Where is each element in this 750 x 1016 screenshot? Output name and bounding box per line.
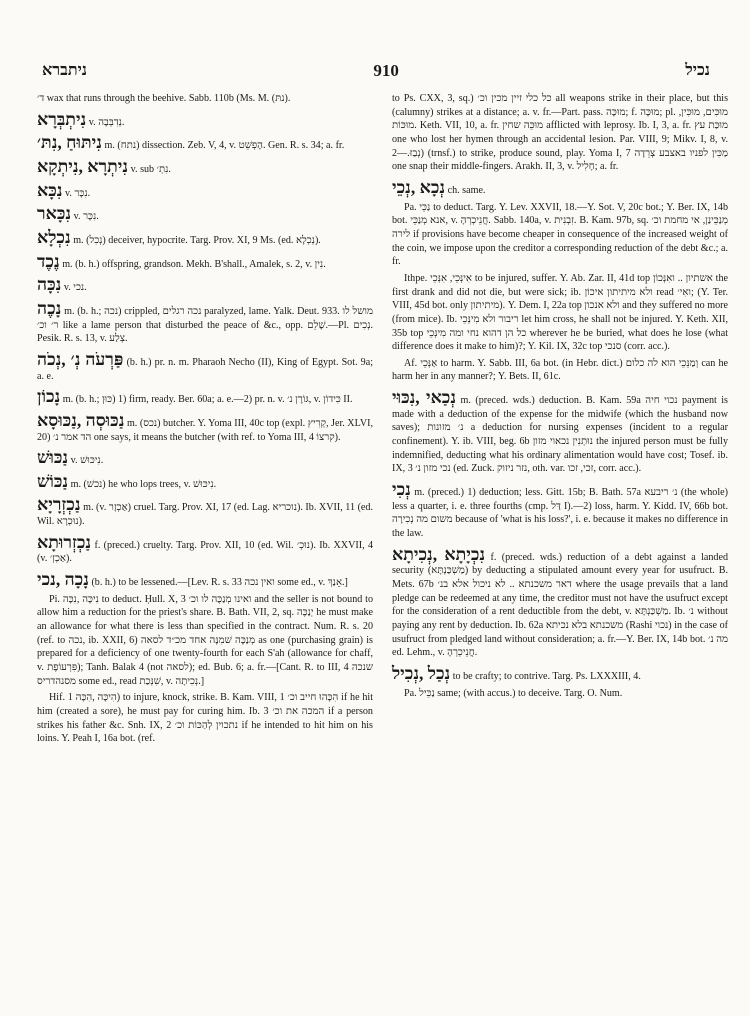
dictionary-entry	[37, 691, 373, 746]
dictionary-entry	[37, 180, 373, 201]
entry-definition: v. נכי.	[63, 282, 87, 294]
entry-text	[37, 132, 373, 153]
dictionary-entry	[37, 156, 373, 177]
entry-text	[37, 447, 373, 468]
entry-headword: נַכּוּסְה ,נַכּוּסָא	[37, 409, 125, 430]
entry-headword: נִיתְרָא ,נִיתְקָא	[37, 155, 129, 176]
entry-headword: נֶכֶד	[37, 250, 60, 271]
entry-definition: m. (b. h.; נכה) crippled, נכה רגלים paralyzed, lame. Yalk. Deut. 933. מושל לו ר׳ וכ׳ like a lame person that disturbed the peace of &c., opp. שָׁלֵם.—Pl. נְכִים. Pesik. R. s. 13, v. צְלַע.	[37, 305, 374, 345]
left-running-headword: ניתברא	[42, 62, 87, 79]
entry-text	[392, 201, 728, 269]
dictionary-entry	[392, 92, 728, 174]
dictionary-entry	[392, 357, 728, 384]
entry-definition: m. (b. h.) offspring, grandson. Mekh. B'shall., Amalek, s. 2, v. נִין.	[62, 258, 326, 270]
entry-definition: (b. h.) pr. n. m. Pharaoh Necho (II), King of Egypt. Sot. 9a; a. e.	[37, 356, 374, 382]
entry-headword: נְכַל ,נְכִיל	[392, 662, 451, 683]
dictionary-entry	[392, 663, 728, 684]
entry-definition: v. נִכָּר.	[73, 211, 99, 223]
dictionary-entry	[37, 203, 373, 224]
entry-headword: נִכָּאר	[37, 203, 72, 224]
dictionary-entry	[37, 447, 373, 468]
entry-text	[37, 494, 373, 528]
entry-headword: נִכְלָא	[37, 226, 71, 247]
entry-definition: (b. h.) to be lessened.—[Lev. R. s. 33 ואין נכה some ed., v. אָנַךְ.]	[91, 577, 348, 589]
entry-text	[37, 569, 373, 590]
dictionary-entry	[392, 479, 728, 541]
dictionary-entry	[37, 494, 373, 528]
entry-definition: Af. אַנְּכֵי to harm. Y. Sabb. III, 6a bot. (in Hebr. dict.) וְמַנֵּכֵי הוא לה כלום can he harm her in any manner?; Y. Bets. II, 61c.	[392, 357, 729, 383]
right-column	[392, 92, 728, 703]
entry-definition: v. sub נִתְ׳.	[130, 163, 171, 175]
dictionary-entry	[37, 593, 373, 689]
entry-text	[37, 203, 373, 224]
entry-definition: Pi. נִיכָּה ,נִכָּה to deduct. Ḥull. X, 3 ואינו מְנַכֶּה לו וכ׳ and the seller is not bound to allow him a reduction for the priest's share. B. Bath. VII, 2, sq. יְנַכֶּה he must make an allowance for what there is less than specified in the contract. Num. R. s. 20 (ref. to נכה, ib. XXII, 6) מְנַכֶּה שׁמִנָּה אחד מכ״ד לסאה as one (purchasing grain) is prepared for a deficiency of one twenty-fourth for each S'ah (allowance for chaff, v. פִּרְעוֹפֶת); Tanh. Balak 4 (not לסאה); ed. Bub. 6; a. fr.—[Cant. R. to III, 4 שנכה מסנהדריס some ed., read שִׁנְּכַת, v. נְכִיתָה.]	[37, 593, 374, 687]
entry-text	[37, 593, 373, 689]
entry-headword: נַכּוּשׁ	[37, 447, 69, 468]
entry-text	[392, 479, 728, 541]
entry-text	[37, 691, 373, 746]
entry-definition: ch. same.	[447, 184, 486, 196]
entry-definition: ד׳ wax that runs through the beehive. Sabb. 110b (Ms. M. (נתּ).	[37, 93, 291, 104]
entry-definition: m. (b. h.; כּוּן) 1) firm, ready. Ber. 60a; a. e.—2) pr. n. v. גּוֹרֶן נ׳, v. כִּידוֹן II.	[62, 394, 353, 406]
entry-definition: Ithpe. אִינְּכֵי, אִנְּכֵי to be injured, suffer. Y. Ab. Zar. II, 41d top אשתיון .. ואִנְּכוֹן the first drank and did not die, but were sick; ib. ולא מיתיתון איכוֹן read ואִי׳; (Y. Ter. VIII, 45d bot. only מיתיתון). Y. Dem. I, 22a top ולא אנכון and they suffered no more (from mice). Ib. ריבור ולא מִינְּכֵי let him cross, he shall not be injured. Y. Keth. XII, 35b top כל הן דהוא נחי ומה מִינְּכֵי wherever he be buried, what does he lose (what difference does it make to him)?; Y. Kil. IX, 32c top סנכי (corr. acc.).	[392, 272, 728, 353]
entry-definition: f. (preced. wds.) reduction of a debt against a landed security (מַשְׁכַּנְתָּא) by deducting a stipulated amount every year for usufruct. B. Mets. 67b דאר משכנתא .. לא ניכול אלא בנ׳ where the usage prevails that a land pledge can be redeemed at any time, the creditor must not have the usufruct except for the consideration of a rent deductible from the debt, v. מַשְׁכַּנְתָּא. Ib. נ׳ without paying any rent by deduction. Ib. 62a משכנתא בלא נכיתא (Rashi נכוי) in the case of usufruct from pledged land without consideration; a. fr.—Y. Ber. IX, 14b bot. מה נ׳ ed. Lehm., v. חֲנֵיכְרְהָ.	[392, 551, 728, 659]
entry-definition: Pa. נַכֵּי to deduct. Targ. Y. Lev. XXVII, 18.—Y. Sot. V, 20c bot.; Y. Ber. IX, 14b bot. אנא מְנַכֵּי, v. חֲנֵיכְרְהָ. Sabb. 140a, v. זִבְנִית. B. Kam. 97b, sq. מְנַכֵּינַן, אי מחמת וכ׳ לירה if provisions have become cheaper in consequence of the increased weight of the coin, we impose upon the creditor a corresponding reduction of the debt &c.; a. fr.	[392, 201, 728, 268]
entry-text	[392, 387, 728, 476]
entry-headword: נְכָא ,נְכֵי	[392, 176, 446, 197]
entry-definition: f. (preced.) cruelty. Targ. Prov. XII, 10 (ed. Wil. נוּכְ׳). Ib. XXVII, 4 (v. אַכְזְ׳).	[37, 539, 373, 565]
entry-text	[392, 544, 728, 660]
entry-headword: נָכֶה	[37, 297, 62, 318]
entry-definition: Hif. הִיכָּה ,הִכָּה 1) to injure, knock, strike. B. Kam. VIII, 1 הִכָּהוּ חייב וכ׳ if he hit him (created a sore), he must pay for curing him. Ib. 3 המכה את וכ׳ if a person strikes his father &c. Snh. IX, 2 נתכוין לְהַכּוֹת וכ׳ if he intended to hit him on his loins. Y. Peah I, 16a bot. (ref.	[37, 692, 374, 745]
entry-headword: נָכוֹן	[37, 386, 61, 407]
entry-definition: to be crafty; to contrive. Targ. Ps. LXXXIII, 4.	[452, 670, 641, 682]
dictionary-entry	[37, 386, 373, 407]
dictionary-entry	[37, 274, 373, 295]
dictionary-entry	[392, 201, 728, 269]
dictionary-entry	[37, 410, 373, 444]
entry-definition: v. נִיכּוּשׁ.	[70, 455, 104, 467]
right-running-headword: נכיל	[685, 62, 710, 79]
entry-headword: נִכָּה	[37, 274, 62, 295]
dictionary-entry	[37, 132, 373, 153]
entry-headword: נִיתּוּחַ ,נִתּ׳	[37, 132, 102, 153]
entry-text	[37, 410, 373, 444]
entry-text	[37, 227, 373, 248]
dictionary-entry	[37, 109, 373, 130]
entry-headword: פַּרְעֹה נְ׳ ,נְכֹה	[37, 348, 124, 369]
entry-text	[37, 251, 373, 272]
entry-headword: נַכּוֹשׁ	[37, 470, 69, 491]
entry-text	[392, 687, 728, 701]
dictionary-entry	[37, 471, 373, 492]
dictionary-entry	[37, 251, 373, 272]
entry-definition: m. (נכשׁ) he who lops trees, v. נִיכּוּשׁ.	[70, 478, 217, 490]
dictionary-entry	[392, 177, 728, 198]
dictionary-entry	[37, 92, 373, 106]
dictionary-entry	[392, 687, 728, 701]
dictionary-entry	[37, 569, 373, 590]
entry-text	[392, 357, 728, 384]
entry-definition: m. (preced. wds.) deduction. B. Kam. 59a נכוי חיה payment is made with a deduction of the expense for the midwife (which the husband now saves); נ׳ מזונות a deduction for nursing expenses (incident to a regular confinement). Y. ib. VIII, beg. 6b נוּתְנִין נכאוי מזון the injured person must be fully indemnified, deducting what his ordinary alimentation would have cost; Tosef. ib. IX, 3 נכי מזון נ׳ (ed. Zuck. נזר ניזוק, oth. var. זכי, זכו, corr. acc.).	[392, 395, 728, 475]
dictionary-entry	[37, 349, 373, 383]
entry-definition: m. (נכס) butcher. Y. Yoma III, 40c top (expl. קְרִיץ, Jer. XLVI, 20) הד אמר נ׳ one says, it means the butcher (with ref. to Yoma III, 4 קרצוֹ).	[37, 417, 373, 443]
left-column	[37, 92, 373, 749]
entry-definition: m. (preced.) 1) deduction; less. Gitt. 15b; B. Bath. 57a נ׳ ריבעא (the whole) less a quarter, i. e. three fourths (cmp. דַּל I).—2) loss, harm. Y. Kidd. IV, 66b bot. משום מה נְכִירָה because of 'what is his loss?', i. e. because it makes no difference in the law.	[392, 487, 728, 540]
entry-definition: Pa. נַכֵּיל same; (with accus.) to deceive. Targ. O. Num.	[404, 687, 623, 699]
entry-text	[392, 663, 728, 684]
entry-text	[37, 156, 373, 177]
entry-headword: נַכְזְרָיָא	[37, 494, 81, 515]
entry-headword: נְכִי	[392, 479, 411, 500]
entry-headword: נִכָּא	[37, 179, 63, 200]
entry-text	[37, 349, 373, 383]
entry-headword: נִיתְבְּרָא	[37, 108, 87, 129]
entry-definition: m. (v. אַכְזָר) cruel. Targ. Prov. XI, 17 (ed. Lag. נוכריא). Ib. XVII, 11 (ed. Wil. נוּכְרָא).	[37, 502, 373, 528]
entry-text	[392, 272, 728, 354]
entry-headword: נָכָה ,נכי	[37, 569, 89, 590]
entry-text	[37, 298, 373, 346]
entry-definition: m. (נְכִל) deceiver, hypocrite. Targ. Prov. XI, 9 Ms. (ed. נְכְלָא).	[73, 234, 321, 246]
entry-headword: נְכַאי ,נִכּוּי	[392, 387, 457, 408]
entry-text	[37, 92, 373, 106]
entry-text	[392, 92, 728, 174]
entry-definition: to Ps. CXX, 3, sq.) כל כלי זיין מכין וכ׳ all weapons strike in their place, but this (calumny) strikes at a distance; a. v. fr.—Part. pass. מוּכָּה; f. מוּכָּה; pl. מוּכִּים, מוּכִּין, מוּכּוֹת. Keth. VII, 10, a. fr. מוּכֵּה שחין afflicted with leprosy. Ib. I, 3, a. fr. מוּכַּת עץ one who lost her hymen through an accidental lesion. Par. VIII, 9; Mikv. I, 8, v. נְבַזּ.—2) (trnsf.) to strike, produce sound, play. Yoma I, 7 מַכִּין לפניו באצבע צְרֵדָה one snap their middle-fingers. Arakh. II, 3, v. חָלִיל; a. fr.	[392, 93, 729, 173]
entry-text	[37, 471, 373, 492]
entry-definition: v. נִכָּר.	[65, 187, 91, 199]
entry-definition: v. נְדִבְּבָה.	[88, 116, 125, 128]
dictionary-entry	[37, 532, 373, 566]
entry-text	[37, 180, 373, 201]
dictionary-entry	[392, 387, 728, 476]
entry-headword: נַכְזְרוּתָא	[37, 531, 92, 552]
entry-text	[37, 386, 373, 407]
dictionary-entry	[37, 227, 373, 248]
dictionary-entry	[392, 272, 728, 354]
dictionary-entry	[392, 544, 728, 660]
page-header	[42, 58, 710, 84]
entry-text	[37, 274, 373, 295]
entry-text	[392, 177, 728, 198]
entry-definition: m. (נתח) dissection. Zeb. V, 4, v. הָפְשֵׁט. Gen. R. s. 34; a. fr.	[104, 140, 345, 152]
dictionary-entry	[37, 298, 373, 346]
entry-headword: נִכְיָתָא ,נְכִיתָא	[392, 543, 486, 564]
page-number: 910	[373, 61, 399, 80]
entry-text	[37, 532, 373, 566]
entry-text	[37, 109, 373, 130]
